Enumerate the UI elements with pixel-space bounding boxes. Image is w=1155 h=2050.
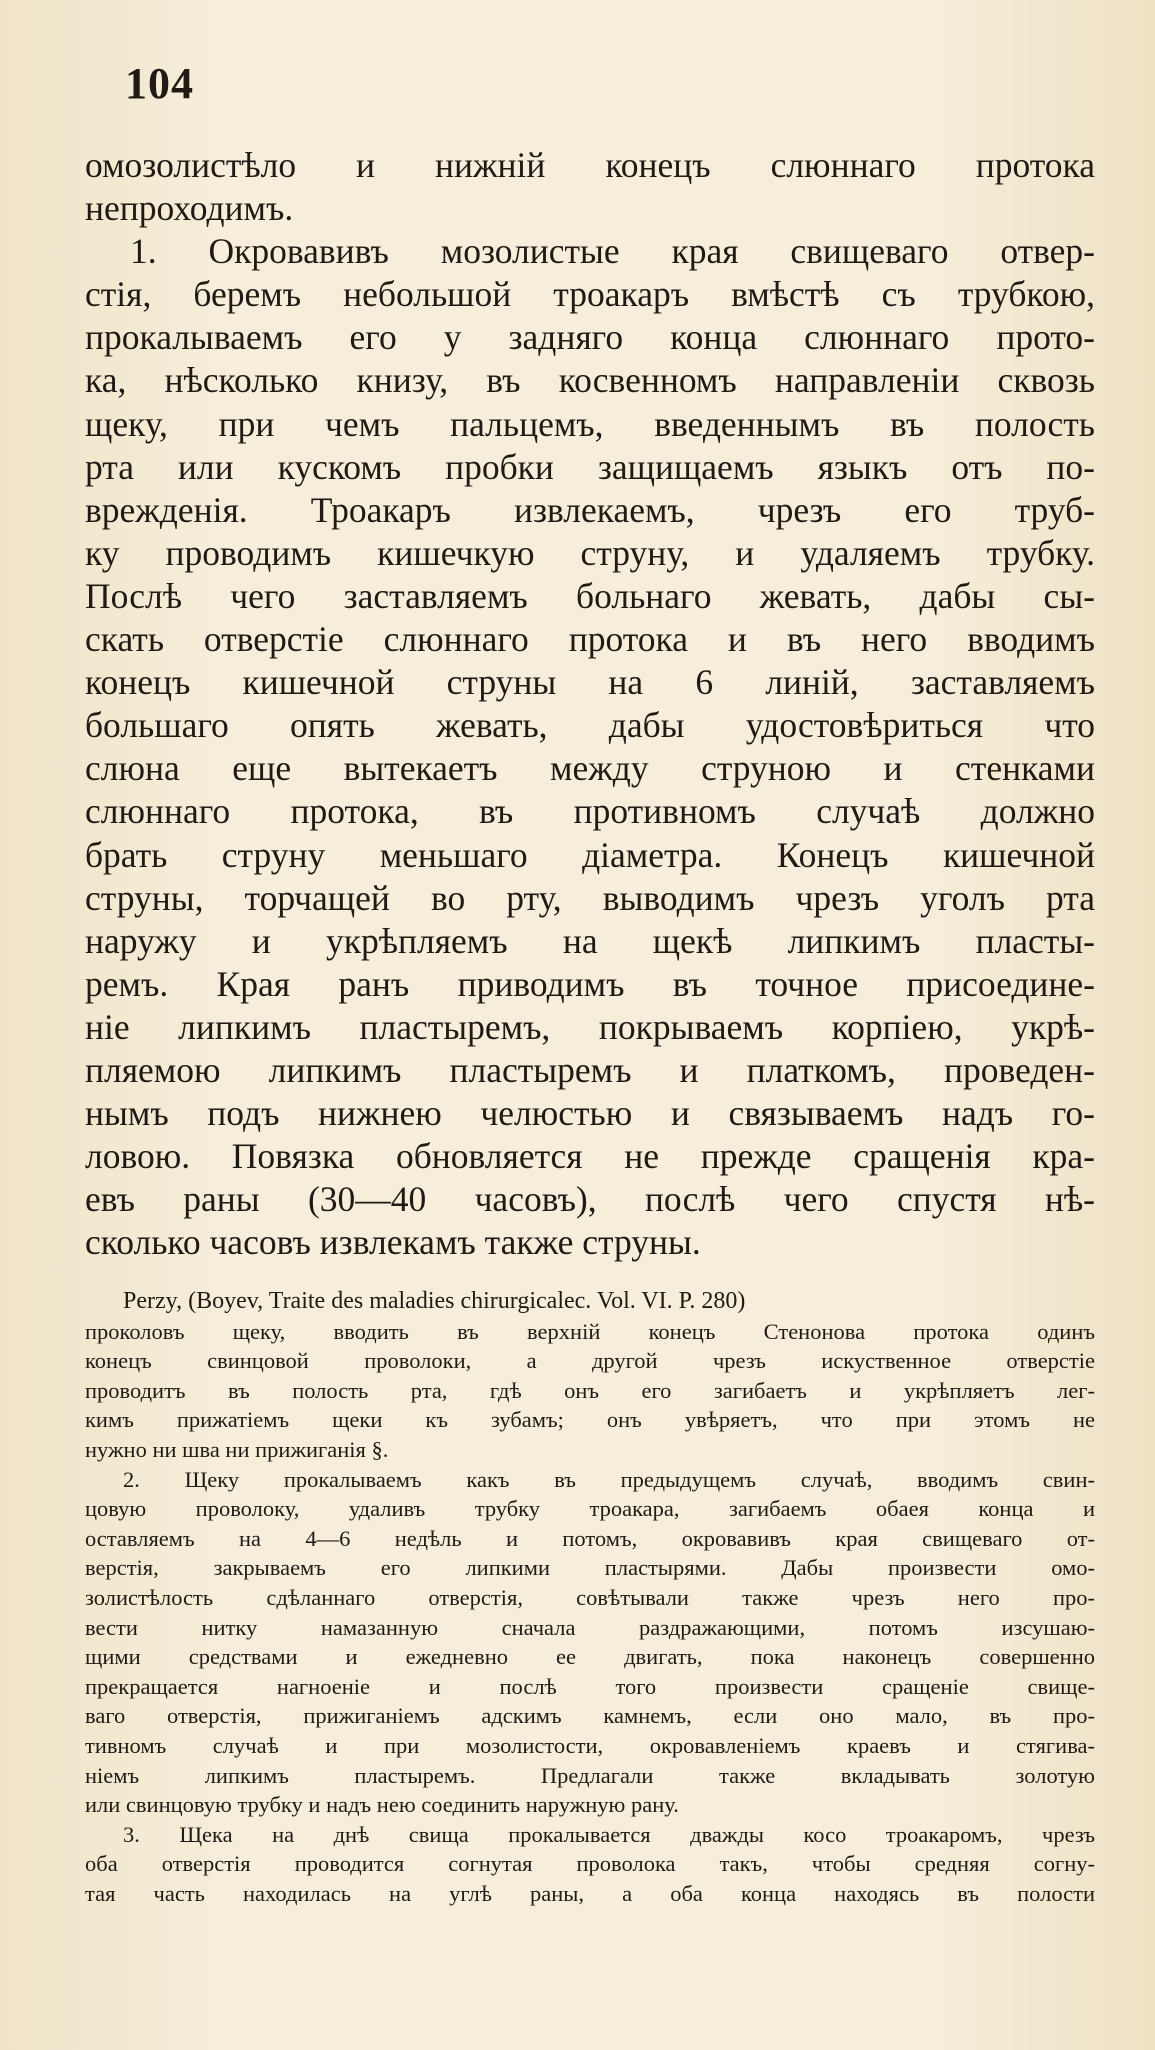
body-text-line: струны, торчащей во рту, выводимъ чрезъ уголъ рта	[85, 877, 1095, 918]
body-text-line: ніе липкимъ пластыремъ, покрываемъ корпіею, укрѣ-	[85, 1006, 1095, 1047]
body-text-line: стія, беремъ небольшой троакаръ вмѣстѣ съ трубкою,	[85, 274, 1095, 315]
small-text-line: или свинцовую трубку и надъ нею соединить наружную рану.	[85, 1792, 679, 1818]
body-text-line: наружу и укрѣпляемъ на щекѣ липкимъ пласты-	[85, 920, 1095, 961]
body-text-line: ловою. Повязка обновляется не прежде сращенія кра-	[85, 1136, 1095, 1177]
footnote-text	[85, 1287, 1095, 1908]
body-text-line: сколько часовъ извлекамъ также струны.	[85, 1222, 701, 1263]
body-text-line: врежденія. Троакаръ извлекаемъ, чрезъ его труб-	[85, 489, 1095, 530]
main-text	[85, 144, 1095, 1264]
body-text-line: рта или кускомъ пробки защищаемъ языкъ отъ по-	[85, 446, 1095, 487]
body-text-line: щеку, при чемъ пальцемъ, введеннымъ въ полость	[85, 403, 1095, 444]
body-text-line: брать струну меньшаго діаметра. Конецъ кишечной	[85, 834, 1095, 875]
small-text-line: тивномъ случаѣ и при мозолистости, окровавленіемъ краевъ и стягива-	[85, 1732, 1095, 1758]
small-text-line: верстія, закрываемъ его липкими пластырями. Дабы произвести омо-	[85, 1555, 1095, 1581]
small-text-line: 2. Щеку прокалываемъ какъ въ предыдущемъ случаѣ, вводимъ свин-	[123, 1466, 1095, 1492]
small-text-line: вести нитку намазанную сначала раздражающими, потомъ изсушаю-	[85, 1614, 1095, 1640]
page-number: 104	[125, 59, 194, 108]
body-text-line: скать отверстіе слюннаго протока и въ него вводимъ	[85, 619, 1095, 660]
body-text-line: 1. Окровавивъ мозолистые края свищеваго отвер-	[130, 231, 1095, 272]
body-text-line: пляемою липкимъ пластыремъ и платкомъ, проведен-	[85, 1049, 1095, 1090]
small-text-line: конецъ свинцовой проволоки, а другой чрезъ искуственное отверстіе	[85, 1348, 1095, 1374]
body-text-line: нымъ подъ нижнею челюстью и связываемъ надъ го-	[85, 1093, 1095, 1134]
body-text-line: прокалываемъ его у задняго конца слюннаго прото-	[85, 317, 1095, 358]
body-text-line: ку проводимъ кишечкую струну, и удаляемъ трубку.	[85, 532, 1095, 573]
small-text-line: оставляемъ на 4—6 недѣль и потомъ, окровавивъ края свищеваго от-	[85, 1525, 1095, 1551]
small-text-line: тая часть находилась на углѣ раны, а оба конца находясь въ полости	[85, 1880, 1095, 1906]
small-text-line: 3. Щека на днѣ свища прокалывается дважды косо троакаромъ, чрезъ	[123, 1821, 1095, 1847]
body-text-line: слюна еще вытекаетъ между струною и стенками	[85, 748, 1095, 789]
body-text-line: ка, нѣсколько книзу, въ косвенномъ направленіи сквозь	[85, 360, 1095, 401]
body-text-line: большаго опять жевать, дабы удостовѣриться что	[85, 705, 1095, 746]
small-text-line: нужно ни шва ни прижиганія §.	[85, 1436, 389, 1462]
small-text-line: ваго отверстія, прижиганіемъ адскимъ камнемъ, если оно мало, въ про-	[85, 1703, 1095, 1729]
small-text-line: цовую проволоку, удаливъ трубку троакара, загибаемъ обаея конца и	[85, 1496, 1095, 1522]
small-text-line: щими средствами и ежедневно ее двигать, пока наконецъ совершенно	[85, 1644, 1095, 1670]
body-text-line: Послѣ чего заставляемъ больнаго жевать, дабы сы-	[85, 575, 1095, 616]
body-text-line: непроходимъ.	[85, 188, 294, 229]
body-text-line: конецъ кишечной струны на 6 линій, заставляемъ	[85, 662, 1095, 703]
body-text-line: слюннаго протока, въ противномъ случаѣ должно	[85, 791, 1095, 832]
small-text-line: золистѣлость сдѣланнаго отверстія, совѣтывали также чрезъ него про-	[85, 1584, 1095, 1610]
body-text-line: ремъ. Края ранъ приводимъ въ точное присоедине-	[85, 963, 1095, 1004]
small-text-line: оба отверстія проводится согнутая проволока такъ, чтобы средняя согну-	[85, 1851, 1095, 1877]
small-text-line: кимъ прижатіемъ щеки къ зубамъ; онъ увѣряетъ, что при этомъ не	[85, 1407, 1095, 1433]
small-text-line: проколовъ щеку, вводить въ верхній конецъ Стенонова протока одинъ	[85, 1318, 1095, 1344]
small-text-line: проводитъ въ полость рта, гдѣ онъ его загибаетъ и укрѣпляетъ лег-	[85, 1377, 1095, 1403]
small-text-line: ніемъ липкимъ пластыремъ. Предлагали также вкладывать золотую	[85, 1762, 1095, 1788]
body-text-line: омозолистѣло и нижній конецъ слюннаго протока	[85, 145, 1095, 185]
body-text-line: евъ раны (30—40 часовъ), послѣ чего спустя нѣ-	[85, 1179, 1095, 1220]
small-text-line: прекращается нагноеніе и послѣ того произвести сращеніе свище-	[85, 1673, 1095, 1699]
small-text-line: Perzy, (Boyev, Traite des maladies chirurgicalec. Vol. VI. P. 280)	[123, 1288, 746, 1314]
